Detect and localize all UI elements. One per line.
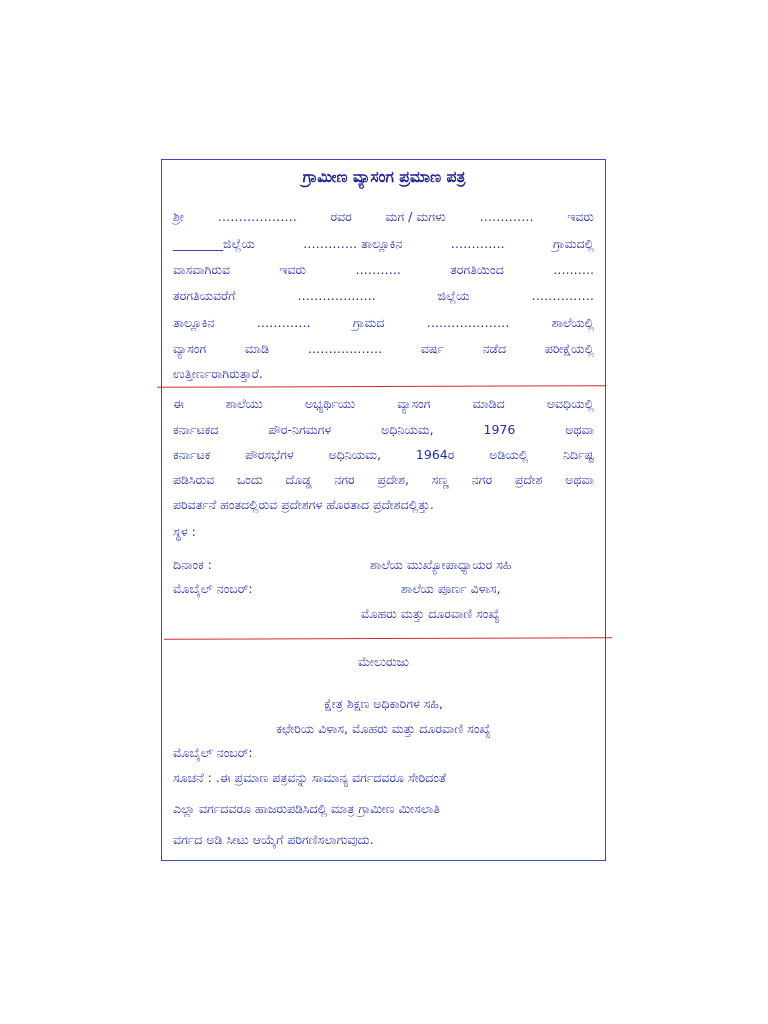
word: ತರಗತಿಯವರೆಗೆ	[173, 288, 236, 303]
word: ತರಗತಿಯಿಂದ	[450, 262, 504, 277]
word: ಅಧಿನಿಯಮ,	[328, 447, 382, 462]
declaration-line-2	[173, 422, 594, 438]
word: ಪ್ರದೇಶ,	[377, 472, 409, 487]
word: ಅಥವಾ	[565, 472, 594, 487]
word: ಇವರು	[567, 209, 594, 224]
mobile-label: ಮೊಬೈಲ್ ನಂಬರ್:	[173, 581, 253, 596]
blank-field: ……………	[531, 288, 594, 303]
body-line-1	[173, 209, 594, 225]
officer-mobile-label: ಮೊಬೈಲ್ ನಂಬರ್:	[173, 745, 253, 760]
declaration-line-1	[173, 396, 594, 412]
body-line-2	[173, 236, 594, 252]
word: ಕರ್ನಾಟಕ	[173, 447, 211, 462]
word: ಪೌರ-ನಿಗಮಗಳ	[268, 422, 332, 437]
word: ರವರ	[330, 209, 352, 224]
word: ವರ್ಷ	[420, 341, 444, 356]
blank-field: ……………….	[217, 209, 297, 224]
school-address: ಶಾಲೆಯ ಪೂರ್ಣ ವಿಳಾಸ,	[401, 581, 501, 596]
word: ನಗರ	[471, 472, 493, 487]
word: ________ಜಿಲ್ಲೆಯ	[173, 236, 255, 251]
certificate-title: ಗ್ರಾಮೀಣ ವ್ಯಾಸಂಗ ಪ್ರಮಾಣ ಪತ್ರ	[302, 168, 466, 186]
word: ಅಥವಾ	[565, 422, 594, 437]
word: ಪ್ರದೇಶ	[514, 472, 543, 487]
word: ವಾಸವಾಗಿರುವ	[173, 262, 230, 277]
blank-field: ………..	[355, 262, 401, 277]
word: ಇವರು	[279, 262, 307, 277]
word: ಈ	[173, 396, 184, 411]
body-line-6	[173, 341, 594, 357]
word: ಶಾಲೆಯಲ್ಲಿ	[551, 315, 594, 330]
blank-field: …..……………	[426, 315, 510, 330]
blank-field: …………..…..	[297, 288, 376, 303]
word: ಕರ್ನಾಟಕದ	[173, 422, 219, 437]
word: ಮಗ / ಮಗಳು	[385, 209, 446, 224]
word: ಅಧಿನಿಯಮ,	[381, 422, 434, 437]
body-line-4	[173, 288, 594, 304]
word: ಸಣ್ಣ	[431, 472, 449, 487]
declaration-line-5: ಪರಿವರ್ತನೆ ಹಂತದಲ್ಲಿರುವ ಪ್ರದೇಶಗಳ ಹೊರತಾದ ಪ್ರದೇಶದಲ್ಲಿತ್ತು.	[173, 497, 434, 512]
blank-field: ………..…….	[307, 341, 383, 356]
place-label: ಸ್ಥಳ :	[173, 524, 196, 539]
body-line-7: ಉತ್ತೀರ್ಣರಾಗಿರುತ್ತಾರೆ.	[173, 366, 263, 381]
word: ಜಿಲ್ಲೆಯ	[437, 288, 470, 303]
word: ಗ್ರಾಮದಲ್ಲಿ	[552, 236, 594, 251]
seal-phone: ಮೊಹರು ಮತ್ತು ದೂರವಾಣಿ ಸಂಖ್ಯೆ	[361, 606, 500, 621]
officer-signature: ಕ್ಷೇತ್ರ ಶಿಕ್ಷಣ ಅಧಿಕಾರಿಗಳ ಸಹಿ,	[324, 696, 443, 711]
declaration-line-4	[173, 472, 594, 488]
word: ಗ್ರಾಮದ	[352, 315, 385, 330]
word: 1976	[483, 422, 516, 437]
blank-field: ………….	[256, 315, 311, 330]
word: ವ್ಯಾಸಂಗ	[173, 341, 207, 356]
word: ಪೌರಸಭೆಗಳ	[245, 447, 294, 462]
word: ತಾಲ್ಲೂಕಿನ	[173, 315, 215, 330]
note-line-3: ವರ್ಗದ ಅಡಿ ಸೀಟು ಆಯ್ಕೆಗೆ ಪರಿಗಣಿಸಲಾಗುವುದು.	[173, 832, 374, 847]
word: ಶಾಲೆಯು	[225, 396, 263, 411]
word: ದೊಡ್ಡ	[285, 472, 312, 487]
note-line-1: ಸೂಚನೆ : .ಈ ಪ್ರಮಾಣ ಪತ್ರವನ್ನು ಸಾಮಾನ್ಯ ವರ್ಗದವರೂ ಸೇರಿದಂತೆ	[173, 770, 447, 785]
declaration-line-3	[173, 447, 594, 463]
word: ಅಡಿಯಲ್ಲಿ	[489, 447, 529, 462]
office-address: ಕಛೇರಿಯ ವಿಳಾಸ, ಮೊಹರು ಮತ್ತು ದೂರವಾಣಿ ಸಂಖ್ಯೆ	[276, 721, 491, 736]
word: ನಿರ್ದಿಷ್ಟ	[563, 447, 594, 462]
word: ಅವಧಿಯಲ್ಲಿ	[546, 396, 594, 411]
word: ಒಂದು	[236, 472, 263, 487]
headmaster-signature: ಶಾಲೆಯ ಮುಖ್ಯೋಪಾಧ್ಯಾಯರ ಸಹಿ	[370, 557, 512, 572]
body-line-3	[173, 262, 594, 278]
word: 1964ರ	[415, 447, 455, 462]
word: ಮಾಡಿ	[244, 341, 270, 356]
word: ಶ್ರೀ	[173, 209, 185, 224]
word: ಪರೀಕ್ಷೆಯಲ್ಲಿ	[544, 341, 594, 356]
word: ನಗರ	[334, 472, 355, 487]
countersign-heading: ಮೇಲುರುಜು	[357, 654, 410, 669]
word: ಪಡಿಸಿರುವ	[173, 472, 215, 487]
date-label: ದಿನಾಂಕ :	[173, 557, 212, 572]
word: ಮಾಡಿದ	[472, 396, 505, 411]
word: ವ್ಯಾಸಂಗ	[397, 396, 431, 411]
blank-field: ………….	[450, 236, 505, 251]
word: ಅಭ್ಯರ್ಥಿಯು	[304, 396, 356, 411]
note-line-2: ಎಲ್ಲಾ ವರ್ಗದವರೂ ಹಾಜರುಪಡಿಸಿದಲ್ಲಿ ಮಾತ್ರ ಗ್ರಾಮೀಣ ಮೀಸಲಾತಿ	[173, 801, 440, 816]
word: ನಡೆದ	[482, 341, 507, 356]
blank-field: ………….	[479, 209, 534, 224]
word: …………. ತಾಲ್ಲೂಕಿನ	[303, 236, 403, 251]
body-line-5	[173, 315, 594, 331]
blank-field: …..…..	[553, 262, 594, 277]
